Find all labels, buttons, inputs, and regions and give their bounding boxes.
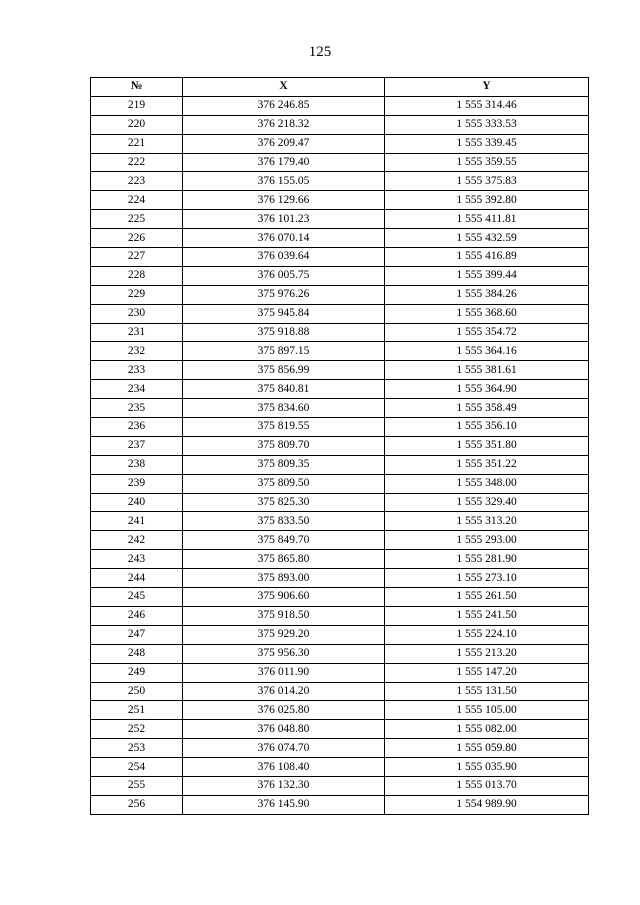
cell-number: 222 [91,153,183,172]
table-row [91,115,589,134]
cell-y: 1 555 399.44 [385,266,589,285]
cell-x: 376 179.40 [183,153,385,172]
cell-number: 231 [91,323,183,342]
cell-x: 375 809.70 [183,436,385,455]
cell-number: 224 [91,191,183,210]
cell-number: 253 [91,739,183,758]
cell-y: 1 555 351.22 [385,455,589,474]
cell-number: 251 [91,701,183,720]
cell-number: 219 [91,96,183,115]
table-row [91,172,589,191]
table-row [91,266,589,285]
cell-number: 248 [91,644,183,663]
cell-number: 239 [91,474,183,493]
cell-number: 237 [91,436,183,455]
table-row [91,248,589,267]
table-row [91,134,589,153]
cell-y: 1 554 989.90 [385,795,589,814]
cell-x: 375 897.15 [183,342,385,361]
cell-number: 229 [91,285,183,304]
cell-x: 375 856.99 [183,361,385,380]
cell-y: 1 555 411.81 [385,210,589,229]
cell-y: 1 555 147.20 [385,663,589,682]
header-x: X [183,78,385,97]
cell-y: 1 555 354.72 [385,323,589,342]
table-row [91,323,589,342]
cell-y: 1 555 364.16 [385,342,589,361]
cell-number: 254 [91,758,183,777]
cell-y: 1 555 432.59 [385,229,589,248]
table-row [91,682,589,701]
cell-number: 235 [91,399,183,418]
cell-x: 375 906.60 [183,588,385,607]
table-row [91,644,589,663]
table-row [91,625,589,644]
coordinates-table [90,77,589,815]
cell-y: 1 555 358.49 [385,399,589,418]
cell-x: 376 218.32 [183,115,385,134]
cell-number: 245 [91,588,183,607]
table-row [91,550,589,569]
table-row [91,606,589,625]
cell-y: 1 555 293.00 [385,531,589,550]
table-row [91,399,589,418]
cell-x: 375 929.20 [183,625,385,644]
cell-x: 375 865.80 [183,550,385,569]
cell-x: 376 025.80 [183,701,385,720]
cell-x: 375 834.60 [183,399,385,418]
cell-x: 376 039.64 [183,248,385,267]
cell-number: 238 [91,455,183,474]
table-row [91,493,589,512]
table-row [91,531,589,550]
table-row [91,436,589,455]
cell-y: 1 555 416.89 [385,248,589,267]
table-row [91,285,589,304]
table-row [91,663,589,682]
cell-x: 375 840.81 [183,380,385,399]
cell-y: 1 555 314.46 [385,96,589,115]
table-row [91,96,589,115]
cell-number: 243 [91,550,183,569]
cell-number: 247 [91,625,183,644]
cell-number: 256 [91,795,183,814]
cell-x: 375 825.30 [183,493,385,512]
table-row [91,210,589,229]
cell-x: 376 101.23 [183,210,385,229]
cell-number: 244 [91,569,183,588]
cell-y: 1 555 035.90 [385,758,589,777]
cell-x: 375 849.70 [183,531,385,550]
cell-number: 240 [91,493,183,512]
table-row [91,342,589,361]
table-row [91,512,589,531]
cell-y: 1 555 261.50 [385,588,589,607]
cell-x: 376 132.30 [183,776,385,795]
cell-x: 375 893.00 [183,569,385,588]
table-header [91,78,589,97]
cell-x: 376 011.90 [183,663,385,682]
cell-x: 375 819.55 [183,418,385,437]
table-row [91,701,589,720]
table-body [91,96,589,814]
cell-y: 1 555 348.00 [385,474,589,493]
cell-number: 246 [91,606,183,625]
table-row [91,474,589,493]
header-y: Y [385,78,589,97]
cell-x: 376 108.40 [183,758,385,777]
cell-number: 230 [91,304,183,323]
page-number: 125 [308,44,332,60]
cell-number: 225 [91,210,183,229]
cell-y: 1 555 333.53 [385,115,589,134]
table-row [91,153,589,172]
cell-y: 1 555 059.80 [385,739,589,758]
table-row [91,776,589,795]
header-number: № [91,78,183,97]
cell-x: 376 129.66 [183,191,385,210]
cell-y: 1 555 213.20 [385,644,589,663]
cell-x: 375 945.84 [183,304,385,323]
cell-x: 376 246.85 [183,96,385,115]
table-row [91,229,589,248]
cell-y: 1 555 339.45 [385,134,589,153]
table-row [91,380,589,399]
cell-x: 376 155.05 [183,172,385,191]
cell-x: 376 074.70 [183,739,385,758]
cell-x: 375 956.30 [183,644,385,663]
cell-number: 233 [91,361,183,380]
cell-y: 1 555 381.61 [385,361,589,380]
cell-x: 376 014.20 [183,682,385,701]
cell-x: 375 918.88 [183,323,385,342]
cell-x: 376 209.47 [183,134,385,153]
cell-y: 1 555 351.80 [385,436,589,455]
table-row [91,588,589,607]
cell-y: 1 555 281.90 [385,550,589,569]
cell-y: 1 555 241.50 [385,606,589,625]
cell-number: 227 [91,248,183,267]
cell-x: 376 005.75 [183,266,385,285]
table-row [91,795,589,814]
table-row [91,418,589,437]
cell-number: 223 [91,172,183,191]
table-row [91,455,589,474]
cell-y: 1 555 384.26 [385,285,589,304]
table-row [91,758,589,777]
cell-y: 1 555 368.60 [385,304,589,323]
cell-x: 375 809.35 [183,455,385,474]
cell-number: 241 [91,512,183,531]
cell-x: 376 070.14 [183,229,385,248]
cell-number: 242 [91,531,183,550]
cell-x: 375 809.50 [183,474,385,493]
cell-y: 1 555 224.10 [385,625,589,644]
table-row [91,739,589,758]
cell-y: 1 555 356.10 [385,418,589,437]
table-row [91,569,589,588]
cell-x: 375 976.26 [183,285,385,304]
cell-number: 226 [91,229,183,248]
cell-number: 252 [91,720,183,739]
table-row [91,304,589,323]
cell-number: 228 [91,266,183,285]
cell-y: 1 555 364.90 [385,380,589,399]
cell-y: 1 555 131.50 [385,682,589,701]
cell-y: 1 555 013.70 [385,776,589,795]
header-row [91,78,589,97]
table-row [91,361,589,380]
cell-y: 1 555 359.55 [385,153,589,172]
cell-number: 220 [91,115,183,134]
cell-number: 234 [91,380,183,399]
cell-number: 232 [91,342,183,361]
cell-number: 221 [91,134,183,153]
cell-y: 1 555 105.00 [385,701,589,720]
cell-number: 255 [91,776,183,795]
cell-y: 1 555 313.20 [385,512,589,531]
cell-y: 1 555 329.40 [385,493,589,512]
cell-x: 376 145.90 [183,795,385,814]
cell-x: 375 918.50 [183,606,385,625]
cell-y: 1 555 375.83 [385,172,589,191]
table-row [91,191,589,210]
cell-number: 236 [91,418,183,437]
cell-y: 1 555 392.80 [385,191,589,210]
cell-x: 376 048.80 [183,720,385,739]
table-row [91,720,589,739]
cell-number: 249 [91,663,183,682]
cell-y: 1 555 082.00 [385,720,589,739]
cell-x: 375 833.50 [183,512,385,531]
cell-y: 1 555 273.10 [385,569,589,588]
cell-number: 250 [91,682,183,701]
